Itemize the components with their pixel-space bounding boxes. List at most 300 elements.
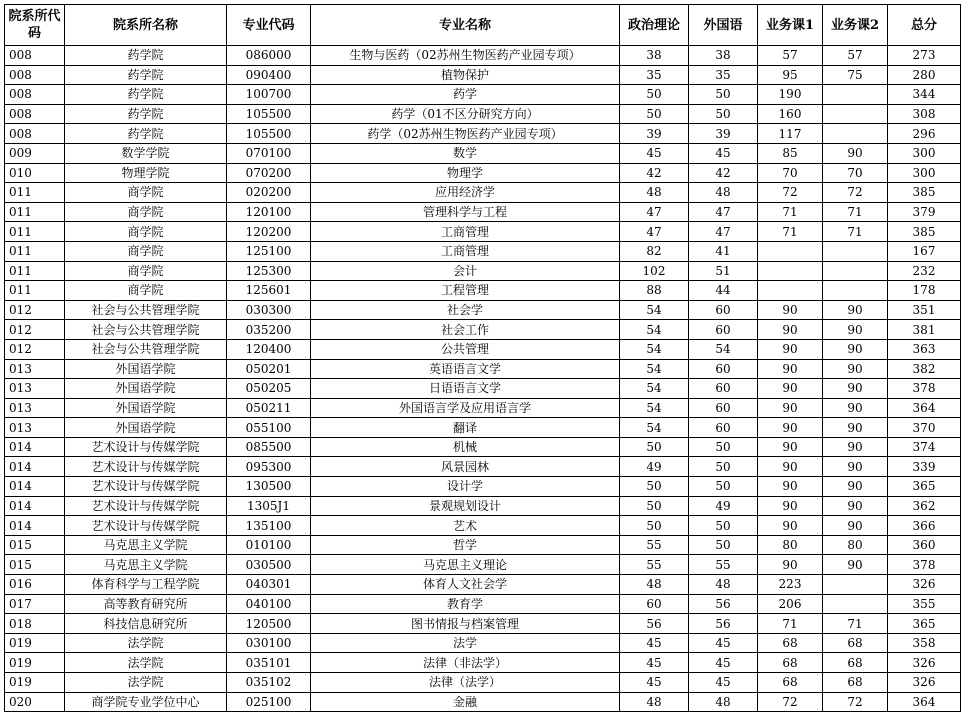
major-name-cell: 日语语言文学 [311, 379, 620, 399]
major-code-cell: 050211 [227, 398, 311, 418]
table-row [5, 535, 961, 555]
subject-1-score-cell: 95 [758, 65, 823, 85]
dept-code-cell: 011 [5, 202, 65, 222]
subject-2-score-cell: 90 [823, 300, 888, 320]
major-name-cell: 工程管理 [311, 281, 620, 301]
table-row [5, 594, 961, 614]
subject-2-score-cell: 68 [823, 673, 888, 693]
subject-1-score-cell [758, 241, 823, 261]
table-row [5, 339, 961, 359]
major-code-cell: 125100 [227, 241, 311, 261]
dept-code-cell: 013 [5, 418, 65, 438]
major-name-cell: 植物保护 [311, 65, 620, 85]
header-politics: 政治理论 [620, 5, 689, 46]
table-row [5, 300, 961, 320]
major-code-cell: 050201 [227, 359, 311, 379]
dept-name-cell: 社会与公共管理学院 [65, 339, 227, 359]
politics-score-cell: 42 [620, 163, 689, 183]
dept-code-cell: 011 [5, 183, 65, 203]
subject-2-score-cell: 71 [823, 614, 888, 634]
dept-code-cell: 015 [5, 555, 65, 575]
subject-1-score-cell: 68 [758, 673, 823, 693]
dept-name-cell: 外国语学院 [65, 418, 227, 438]
subject-1-score-cell [758, 261, 823, 281]
subject-1-score-cell: 117 [758, 124, 823, 144]
major-code-cell: 040100 [227, 594, 311, 614]
major-code-cell: 030100 [227, 633, 311, 653]
major-name-cell: 英语语言文学 [311, 359, 620, 379]
subject-2-score-cell [823, 85, 888, 105]
subject-1-score-cell: 71 [758, 222, 823, 242]
table-row [5, 320, 961, 340]
foreign-language-score-cell: 48 [689, 183, 758, 203]
table-row [5, 633, 961, 653]
total-score-cell: 273 [888, 46, 961, 66]
table-row [5, 437, 961, 457]
major-name-cell: 工商管理 [311, 241, 620, 261]
major-code-cell: 105500 [227, 104, 311, 124]
politics-score-cell: 54 [620, 359, 689, 379]
dept-name-cell: 外国语学院 [65, 359, 227, 379]
dept-name-cell: 艺术设计与传媒学院 [65, 437, 227, 457]
table-row [5, 65, 961, 85]
major-code-cell: 040301 [227, 575, 311, 595]
politics-score-cell: 45 [620, 633, 689, 653]
foreign-language-score-cell: 39 [689, 124, 758, 144]
foreign-language-score-cell: 47 [689, 202, 758, 222]
subject-1-score-cell: 90 [758, 516, 823, 536]
foreign-language-score-cell: 50 [689, 516, 758, 536]
table-row [5, 692, 961, 712]
total-score-cell: 280 [888, 65, 961, 85]
dept-code-cell: 011 [5, 281, 65, 301]
subject-2-score-cell: 80 [823, 535, 888, 555]
subject-2-score-cell [823, 104, 888, 124]
subject-1-score-cell: 72 [758, 692, 823, 712]
subject-2-score-cell: 90 [823, 496, 888, 516]
major-code-cell: 035101 [227, 653, 311, 673]
dept-name-cell: 马克思主义学院 [65, 535, 227, 555]
major-name-cell: 哲学 [311, 535, 620, 555]
table-row [5, 281, 961, 301]
foreign-language-score-cell: 45 [689, 673, 758, 693]
dept-name-cell: 商学院 [65, 261, 227, 281]
subject-2-score-cell: 90 [823, 477, 888, 497]
dept-name-cell: 药学院 [65, 85, 227, 105]
dept-name-cell: 社会与公共管理学院 [65, 300, 227, 320]
table-row [5, 163, 961, 183]
foreign-language-score-cell: 42 [689, 163, 758, 183]
politics-score-cell: 39 [620, 124, 689, 144]
major-name-cell: 图书情报与档案管理 [311, 614, 620, 634]
major-name-cell: 法学 [311, 633, 620, 653]
subject-2-score-cell [823, 241, 888, 261]
dept-code-cell: 009 [5, 143, 65, 163]
foreign-language-score-cell: 44 [689, 281, 758, 301]
total-score-cell: 362 [888, 496, 961, 516]
subject-2-score-cell: 90 [823, 418, 888, 438]
major-name-cell: 公共管理 [311, 339, 620, 359]
table-row [5, 241, 961, 261]
dept-code-cell: 012 [5, 300, 65, 320]
table-row [5, 104, 961, 124]
dept-code-cell: 019 [5, 653, 65, 673]
politics-score-cell: 55 [620, 555, 689, 575]
politics-score-cell: 54 [620, 320, 689, 340]
total-score-cell: 300 [888, 143, 961, 163]
subject-2-score-cell: 90 [823, 320, 888, 340]
major-name-cell: 马克思主义理论 [311, 555, 620, 575]
total-score-cell: 232 [888, 261, 961, 281]
subject-1-score-cell: 90 [758, 379, 823, 399]
subject-1-score-cell: 85 [758, 143, 823, 163]
dept-code-cell: 008 [5, 124, 65, 144]
major-code-cell: 035200 [227, 320, 311, 340]
table-row [5, 379, 961, 399]
dept-name-cell: 科技信息研究所 [65, 614, 227, 634]
total-score-cell: 374 [888, 437, 961, 457]
total-score-cell: 167 [888, 241, 961, 261]
foreign-language-score-cell: 50 [689, 85, 758, 105]
score-table [4, 4, 961, 712]
major-name-cell: 药学（02苏州生物医药产业园专项） [311, 124, 620, 144]
foreign-language-score-cell: 60 [689, 300, 758, 320]
politics-score-cell: 54 [620, 300, 689, 320]
major-code-cell: 120200 [227, 222, 311, 242]
subject-2-score-cell: 90 [823, 359, 888, 379]
total-score-cell: 358 [888, 633, 961, 653]
foreign-language-score-cell: 35 [689, 65, 758, 85]
dept-code-cell: 014 [5, 477, 65, 497]
major-code-cell: 030300 [227, 300, 311, 320]
subject-2-score-cell: 72 [823, 692, 888, 712]
subject-1-score-cell: 90 [758, 339, 823, 359]
total-score-cell: 381 [888, 320, 961, 340]
politics-score-cell: 54 [620, 379, 689, 399]
politics-score-cell: 45 [620, 653, 689, 673]
major-code-cell: 025100 [227, 692, 311, 712]
subject-2-score-cell [823, 124, 888, 144]
politics-score-cell: 50 [620, 104, 689, 124]
total-score-cell: 360 [888, 535, 961, 555]
dept-code-cell: 008 [5, 85, 65, 105]
table-row [5, 46, 961, 66]
foreign-language-score-cell: 45 [689, 143, 758, 163]
major-name-cell: 药学（01不区分研究方向） [311, 104, 620, 124]
subject-1-score-cell: 80 [758, 535, 823, 555]
major-name-cell: 社会工作 [311, 320, 620, 340]
dept-name-cell: 高等教育研究所 [65, 594, 227, 614]
subject-2-score-cell: 90 [823, 457, 888, 477]
foreign-language-score-cell: 55 [689, 555, 758, 575]
politics-score-cell: 47 [620, 222, 689, 242]
major-code-cell: 010100 [227, 535, 311, 555]
total-score-cell: 344 [888, 85, 961, 105]
major-name-cell: 景观规划设计 [311, 496, 620, 516]
foreign-language-score-cell: 56 [689, 614, 758, 634]
dept-code-cell: 020 [5, 692, 65, 712]
subject-1-score-cell: 223 [758, 575, 823, 595]
table-row [5, 457, 961, 477]
subject-1-score-cell: 90 [758, 496, 823, 516]
subject-1-score-cell: 160 [758, 104, 823, 124]
major-code-cell: 055100 [227, 418, 311, 438]
dept-name-cell: 商学院专业学位中心 [65, 692, 227, 712]
dept-name-cell: 艺术设计与传媒学院 [65, 457, 227, 477]
table-row [5, 143, 961, 163]
politics-score-cell: 35 [620, 65, 689, 85]
politics-score-cell: 49 [620, 457, 689, 477]
major-code-cell: 070200 [227, 163, 311, 183]
dept-code-cell: 014 [5, 516, 65, 536]
dept-name-cell: 商学院 [65, 222, 227, 242]
dept-name-cell: 外国语学院 [65, 398, 227, 418]
major-code-cell: 125300 [227, 261, 311, 281]
table-row [5, 124, 961, 144]
major-name-cell: 药学 [311, 85, 620, 105]
dept-name-cell: 商学院 [65, 202, 227, 222]
subject-2-score-cell: 71 [823, 202, 888, 222]
subject-1-score-cell: 90 [758, 398, 823, 418]
header-subject-1: 业务课1 [758, 5, 823, 46]
dept-name-cell: 艺术设计与传媒学院 [65, 516, 227, 536]
total-score-cell: 363 [888, 339, 961, 359]
subject-2-score-cell [823, 281, 888, 301]
major-code-cell: 085500 [227, 437, 311, 457]
dept-code-cell: 011 [5, 261, 65, 281]
major-code-cell: 030500 [227, 555, 311, 575]
subject-1-score-cell: 90 [758, 320, 823, 340]
subject-2-score-cell [823, 594, 888, 614]
dept-code-cell: 011 [5, 241, 65, 261]
total-score-cell: 365 [888, 477, 961, 497]
dept-name-cell: 外国语学院 [65, 379, 227, 399]
dept-code-cell: 008 [5, 104, 65, 124]
politics-score-cell: 48 [620, 183, 689, 203]
total-score-cell: 370 [888, 418, 961, 438]
header-dept-name: 院系所名称 [65, 5, 227, 46]
dept-code-cell: 012 [5, 320, 65, 340]
major-code-cell: 120400 [227, 339, 311, 359]
dept-name-cell: 法学院 [65, 673, 227, 693]
table-row [5, 183, 961, 203]
dept-code-cell: 019 [5, 633, 65, 653]
dept-code-cell: 014 [5, 457, 65, 477]
subject-1-score-cell: 90 [758, 300, 823, 320]
foreign-language-score-cell: 48 [689, 692, 758, 712]
foreign-language-score-cell: 48 [689, 575, 758, 595]
major-code-cell: 050205 [227, 379, 311, 399]
subject-1-score-cell: 90 [758, 477, 823, 497]
total-score-cell: 326 [888, 653, 961, 673]
subject-2-score-cell: 68 [823, 633, 888, 653]
dept-name-cell: 艺术设计与传媒学院 [65, 496, 227, 516]
subject-2-score-cell [823, 261, 888, 281]
dept-name-cell: 体育科学与工程学院 [65, 575, 227, 595]
politics-score-cell: 50 [620, 516, 689, 536]
dept-code-cell: 019 [5, 673, 65, 693]
major-name-cell: 金融 [311, 692, 620, 712]
foreign-language-score-cell: 50 [689, 477, 758, 497]
subject-1-score-cell: 90 [758, 457, 823, 477]
subject-1-score-cell: 206 [758, 594, 823, 614]
politics-score-cell: 48 [620, 692, 689, 712]
major-name-cell: 会计 [311, 261, 620, 281]
subject-2-score-cell: 90 [823, 339, 888, 359]
major-code-cell: 135100 [227, 516, 311, 536]
dept-name-cell: 社会与公共管理学院 [65, 320, 227, 340]
table-row [5, 516, 961, 536]
dept-code-cell: 008 [5, 65, 65, 85]
politics-score-cell: 50 [620, 496, 689, 516]
major-name-cell: 外国语言学及应用语言学 [311, 398, 620, 418]
table-row [5, 359, 961, 379]
foreign-language-score-cell: 56 [689, 594, 758, 614]
dept-name-cell: 艺术设计与传媒学院 [65, 477, 227, 497]
politics-score-cell: 54 [620, 339, 689, 359]
major-name-cell: 机械 [311, 437, 620, 457]
major-name-cell: 工商管理 [311, 222, 620, 242]
foreign-language-score-cell: 60 [689, 359, 758, 379]
dept-name-cell: 商学院 [65, 281, 227, 301]
dept-code-cell: 013 [5, 359, 65, 379]
table-body [5, 46, 961, 712]
header-major-name: 专业名称 [311, 5, 620, 46]
major-name-cell: 教育学 [311, 594, 620, 614]
foreign-language-score-cell: 45 [689, 633, 758, 653]
dept-code-cell: 018 [5, 614, 65, 634]
total-score-cell: 308 [888, 104, 961, 124]
dept-name-cell: 马克思主义学院 [65, 555, 227, 575]
major-name-cell: 数学 [311, 143, 620, 163]
dept-name-cell: 法学院 [65, 633, 227, 653]
subject-1-score-cell: 57 [758, 46, 823, 66]
dept-code-cell: 016 [5, 575, 65, 595]
major-code-cell: 035102 [227, 673, 311, 693]
total-score-cell: 339 [888, 457, 961, 477]
politics-score-cell: 102 [620, 261, 689, 281]
subject-1-score-cell: 90 [758, 437, 823, 457]
subject-2-score-cell: 68 [823, 653, 888, 673]
major-name-cell: 应用经济学 [311, 183, 620, 203]
subject-1-score-cell: 68 [758, 653, 823, 673]
major-name-cell: 艺术 [311, 516, 620, 536]
politics-score-cell: 50 [620, 85, 689, 105]
major-code-cell: 105500 [227, 124, 311, 144]
table-row [5, 653, 961, 673]
table-row [5, 555, 961, 575]
foreign-language-score-cell: 60 [689, 379, 758, 399]
table-row [5, 477, 961, 497]
header-foreign-language: 外国语 [689, 5, 758, 46]
dept-code-cell: 010 [5, 163, 65, 183]
politics-score-cell: 82 [620, 241, 689, 261]
politics-score-cell: 50 [620, 477, 689, 497]
subject-2-score-cell: 90 [823, 555, 888, 575]
total-score-cell: 300 [888, 163, 961, 183]
politics-score-cell: 47 [620, 202, 689, 222]
major-code-cell: 120500 [227, 614, 311, 634]
foreign-language-score-cell: 50 [689, 535, 758, 555]
dept-code-cell: 008 [5, 46, 65, 66]
foreign-language-score-cell: 41 [689, 241, 758, 261]
table-row [5, 614, 961, 634]
foreign-language-score-cell: 50 [689, 437, 758, 457]
table-row [5, 418, 961, 438]
dept-name-cell: 数学学院 [65, 143, 227, 163]
subject-2-score-cell: 90 [823, 516, 888, 536]
total-score-cell: 382 [888, 359, 961, 379]
total-score-cell: 355 [888, 594, 961, 614]
foreign-language-score-cell: 60 [689, 320, 758, 340]
major-name-cell: 法律（法学） [311, 673, 620, 693]
subject-2-score-cell: 57 [823, 46, 888, 66]
subject-2-score-cell: 90 [823, 143, 888, 163]
total-score-cell: 296 [888, 124, 961, 144]
dept-name-cell: 药学院 [65, 46, 227, 66]
subject-2-score-cell [823, 575, 888, 595]
major-name-cell: 设计学 [311, 477, 620, 497]
dept-name-cell: 药学院 [65, 65, 227, 85]
dept-code-cell: 014 [5, 496, 65, 516]
major-code-cell: 1305J1 [227, 496, 311, 516]
total-score-cell: 366 [888, 516, 961, 536]
dept-code-cell: 012 [5, 339, 65, 359]
total-score-cell: 178 [888, 281, 961, 301]
subject-2-score-cell: 90 [823, 379, 888, 399]
foreign-language-score-cell: 60 [689, 398, 758, 418]
dept-name-cell: 药学院 [65, 104, 227, 124]
subject-2-score-cell: 71 [823, 222, 888, 242]
foreign-language-score-cell: 45 [689, 653, 758, 673]
dept-code-cell: 013 [5, 398, 65, 418]
major-code-cell: 100700 [227, 85, 311, 105]
total-score-cell: 378 [888, 555, 961, 575]
dept-code-cell: 017 [5, 594, 65, 614]
total-score-cell: 385 [888, 183, 961, 203]
table-row [5, 202, 961, 222]
dept-name-cell: 物理学院 [65, 163, 227, 183]
table-row [5, 398, 961, 418]
table-row [5, 575, 961, 595]
politics-score-cell: 45 [620, 673, 689, 693]
table-row [5, 261, 961, 281]
header-subject-2: 业务课2 [823, 5, 888, 46]
subject-1-score-cell [758, 281, 823, 301]
politics-score-cell: 55 [620, 535, 689, 555]
dept-code-cell: 013 [5, 379, 65, 399]
total-score-cell: 364 [888, 692, 961, 712]
subject-1-score-cell: 190 [758, 85, 823, 105]
subject-1-score-cell: 71 [758, 614, 823, 634]
foreign-language-score-cell: 38 [689, 46, 758, 66]
politics-score-cell: 48 [620, 575, 689, 595]
subject-1-score-cell: 70 [758, 163, 823, 183]
table-header [5, 5, 961, 46]
subject-2-score-cell: 70 [823, 163, 888, 183]
politics-score-cell: 54 [620, 418, 689, 438]
major-code-cell: 086000 [227, 46, 311, 66]
header-total: 总分 [888, 5, 961, 46]
subject-2-score-cell: 72 [823, 183, 888, 203]
dept-code-cell: 014 [5, 437, 65, 457]
foreign-language-score-cell: 47 [689, 222, 758, 242]
major-name-cell: 物理学 [311, 163, 620, 183]
politics-score-cell: 56 [620, 614, 689, 634]
table-row [5, 85, 961, 105]
major-name-cell: 生物与医药（02苏州生物医药产业园专项） [311, 46, 620, 66]
major-code-cell: 125601 [227, 281, 311, 301]
